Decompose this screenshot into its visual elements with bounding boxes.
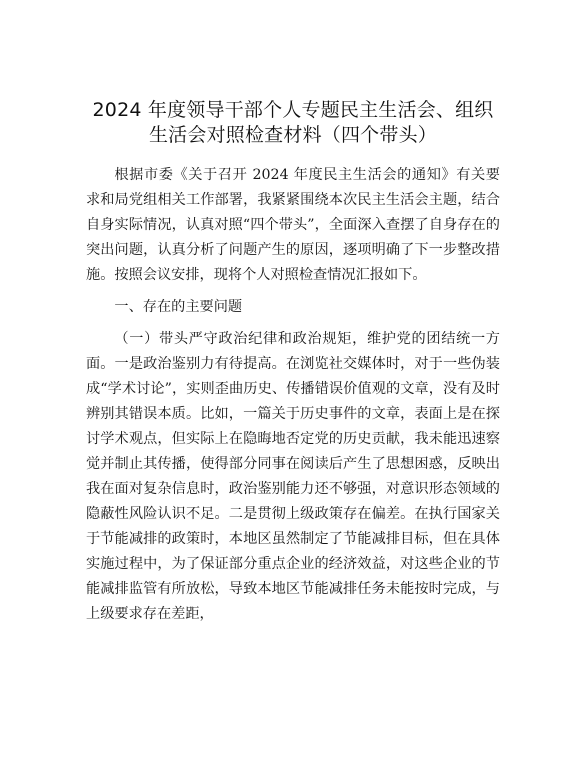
document-body: [86, 163, 500, 627]
title-line-2: 生活会对照检查材料（四个带头）: [148, 124, 437, 146]
section-heading-problems: 一、存在的主要问题: [114, 299, 243, 315]
title-line-1: 2024 年度领导干部个人专题民主生活会、组织: [92, 99, 494, 121]
intro-paragraph: 根据市委《关于召开 2024 年度民主生活会的通知》有关要求和局党组相关工作部署，我紧紧围绕本次民主生活会主题，结合自身实际情况，认真对照“四个带头”，全面深入查摆了自身存在的突出问题，认真分析了问题产生的原因，逐项明确了下一步整改措施。按照会议安排，现将个人对照检查情况汇报如下。: [86, 167, 500, 283]
document-title: [86, 98, 500, 148]
section-1-paragraph: （一）带头严守政治纪律和政治规矩，维护党的团结统一方面。一是政治鉴别力有待提高。在浏览社交媒体时，对于一些伪装成“学术讨论”，实则歪曲历史、传播错误价值观的文章，没有及时辨别其错误本质。比如，一篇关于历史事件的文章，表面上是在探讨学术观点，但实际上在隐晦地否定党的历史贡献，我未能迅速察觉并制止其传播，使得部分同事在阅读后产生了思想困惑，反映出我在面对复杂信息时，政治鉴别能力还不够强，对意识形态领域的隐蔽性风险认识不足。二是贯彻上级政策存在偏差。在执行国家关于节能减排的政策时，本地区虽然制定了节能减排目标，但在具体实施过程中，为了保证部分重点企业的经济效益，对这些企业的节能减排监管有所放松，导致本地区节能减排任务未能按时完成，与上级要求存在差距，: [86, 331, 500, 622]
